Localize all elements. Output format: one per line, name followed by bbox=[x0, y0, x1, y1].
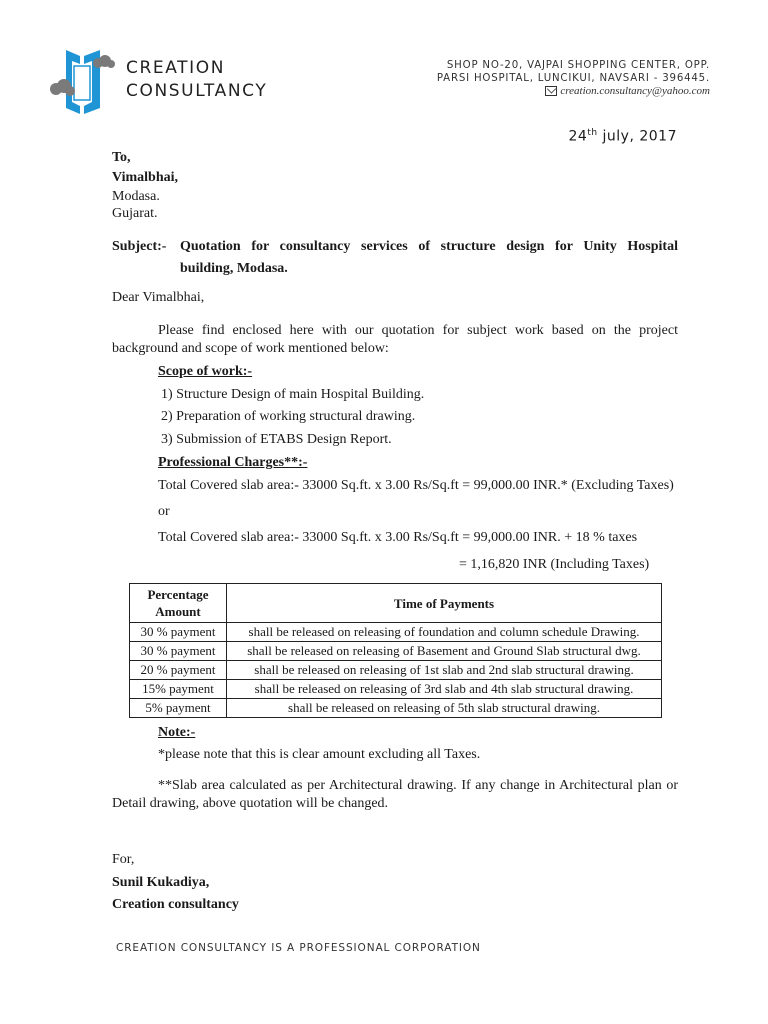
recipient-name: Vimalbhai, bbox=[112, 170, 178, 185]
recipient-city: Modasa. bbox=[112, 189, 160, 204]
note-2 bbox=[112, 777, 678, 813]
table-header-row bbox=[130, 584, 662, 623]
charges-heading: Professional Charges**:- bbox=[158, 455, 308, 470]
date-day: 24 bbox=[568, 128, 588, 145]
header-time-of-payments: Time of Payments bbox=[227, 584, 662, 623]
brand-name-line1: CREATION bbox=[126, 58, 226, 78]
email-row bbox=[545, 85, 710, 97]
date-suffix: th bbox=[587, 128, 598, 138]
charges-excluding-taxes: Total Covered slab area:- 33000 Sq.ft. x 3.00 Rs/Sq.ft = 99,000.00 INR.* (Excluding Taxes) bbox=[158, 478, 674, 493]
footer-text: CREATION CONSULTANCY IS A PROFESSIONAL CORPORATION bbox=[116, 942, 481, 954]
payment-amount: 5% payment bbox=[130, 699, 227, 718]
subject-line1: Quotation for consultancy services of structure design for Unity Hospital bbox=[180, 239, 678, 254]
intro-line1: Please find enclosed here with our quotation for subject work based on the project bbox=[158, 323, 678, 338]
payment-amount: 20 % payment bbox=[130, 661, 227, 680]
closing-for: For, bbox=[112, 852, 135, 867]
salutation: Dear Vimalbhai, bbox=[112, 290, 205, 305]
payment-time: shall be released on releasing of 3rd slab and 4th slab structural drawing. bbox=[227, 680, 662, 699]
note-1: *please note that this is clear amount excluding all Taxes. bbox=[158, 747, 481, 762]
scope-item: 2) Preparation of working structural drawing. bbox=[161, 409, 416, 424]
payment-amount: 30 % payment bbox=[130, 642, 227, 661]
recipient-state: Gujarat. bbox=[112, 206, 158, 221]
payment-time: shall be released on releasing of foundation and column schedule Drawing. bbox=[227, 623, 662, 642]
scope-item: 3) Submission of ETABS Design Report. bbox=[161, 432, 392, 447]
payment-time: shall be released on releasing of 1st slab and 2nd slab structural drawing. bbox=[227, 661, 662, 680]
payment-amount: 30 % payment bbox=[130, 623, 227, 642]
subject-line2: building, Modasa. bbox=[180, 261, 288, 276]
payment-amount: 15% payment bbox=[130, 680, 227, 699]
header-percentage-amount bbox=[130, 584, 227, 623]
table-row bbox=[130, 680, 662, 699]
scope-heading: Scope of work:- bbox=[158, 364, 253, 379]
company-logo bbox=[44, 42, 124, 118]
intro-paragraph bbox=[112, 322, 678, 358]
scope-item: 1) Structure Design of main Hospital Building. bbox=[161, 387, 425, 402]
address-line2: PARSI HOSPITAL, LUNCIKUI, NAVSARI - 396445. bbox=[436, 73, 710, 84]
brand-name-line2: CONSULTANCY bbox=[126, 81, 268, 101]
mail-icon bbox=[545, 86, 557, 96]
intro-line2: background and scope of work mentioned below: bbox=[112, 341, 389, 356]
signatory-company: Creation consultancy bbox=[112, 897, 239, 912]
subject-label: Subject:- bbox=[112, 239, 167, 254]
charges-or: or bbox=[158, 504, 170, 519]
table-row bbox=[130, 699, 662, 718]
table-row bbox=[130, 623, 662, 642]
payment-schedule-table bbox=[129, 583, 662, 718]
table-row bbox=[130, 661, 662, 680]
table-row bbox=[130, 642, 662, 661]
signatory-name: Sunil Kukadiya, bbox=[112, 875, 210, 890]
note-2-line1: **Slab area calculated as per Architectural drawing. If any change in Architectural plan or bbox=[158, 778, 678, 793]
address-line1: SHOP NO-20, VAJPAI SHOPPING CENTER, OPP. bbox=[446, 60, 710, 71]
header-col1-line1: Percentage bbox=[147, 587, 209, 602]
charges-plus-taxes: Total Covered slab area:- 33000 Sq.ft. x 3.00 Rs/Sq.ft = 99,000.00 INR. + 18 % taxes bbox=[158, 530, 638, 545]
recipient-to: To, bbox=[112, 150, 131, 165]
letter-date bbox=[569, 128, 677, 145]
note-heading: Note:- bbox=[158, 725, 196, 740]
payment-time: shall be released on releasing of Basement and Ground Slab structural dwg. bbox=[227, 642, 662, 661]
header-col1-line2: Amount bbox=[155, 604, 201, 619]
payment-time: shall be released on releasing of 5th slab structural drawing. bbox=[227, 699, 662, 718]
email-address[interactable]: creation.consultancy@yahoo.com bbox=[560, 85, 710, 97]
date-rest: july, 2017 bbox=[597, 128, 677, 145]
note-2-line2: Detail drawing, above quotation will be changed. bbox=[112, 796, 389, 811]
charges-including-taxes: = 1,16,820 INR (Including Taxes) bbox=[459, 557, 650, 572]
